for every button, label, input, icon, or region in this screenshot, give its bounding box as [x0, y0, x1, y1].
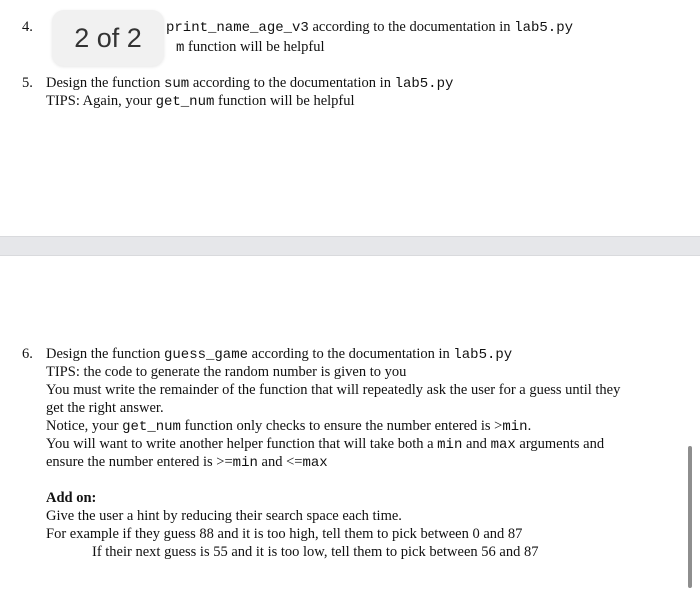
addon-line-3: If their next guess is 55 and it is too low, tell them to pick between 56 and 87 [92, 544, 539, 560]
item-6-line-3: You must write the remainder of the function that will repeatedly ask the user for a guess until they [46, 382, 621, 398]
code-max: max [302, 455, 328, 471]
function-name-code: get_num [122, 419, 181, 435]
item-4-line-2: m function will be helpful [176, 39, 325, 56]
item-6-line-4: get the right answer. [46, 400, 164, 416]
code-fragment: m [176, 40, 185, 56]
addon-line-1: Give the user a hint by reducing their search space each time. [46, 508, 402, 524]
code-min: min [232, 455, 258, 471]
item-6-line-2: TIPS: the code to generate the random number is given to you [46, 364, 407, 380]
filename-code: lab5.py [514, 20, 573, 36]
item-6-number: 6. [22, 346, 33, 362]
function-name-code: print_name_age_v3 [166, 20, 309, 36]
page-separator [0, 236, 700, 256]
code-min: min [502, 419, 528, 435]
item-6-line-7: ensure the number entered is >=min and <=max [46, 454, 328, 471]
item-6-line-1: Design the function guess_game according to the documentation in lab5.py [46, 346, 513, 363]
function-name-code: sum [164, 76, 190, 92]
addon-heading: Add on: [46, 490, 97, 506]
item-6-line-6: You will want to write another helper function that will take both a min and max arguments and [46, 436, 605, 453]
item-4-number: 4. [22, 19, 33, 35]
function-name-code: get_num [155, 94, 215, 110]
code-min: min [437, 437, 463, 453]
filename-code: lab5.py [453, 347, 513, 363]
filename-code: lab5.py [394, 76, 454, 92]
item-5-number: 5. [22, 75, 33, 91]
item-5-line-1: Design the function sum according to the documentation in lab5.py [46, 75, 454, 92]
page-counter-badge: 2 of 2 [52, 10, 164, 66]
item-4-line-1: print_name_age_v3 according to the documentation in lab5.py [166, 19, 573, 36]
item-6-line-5: Notice, your get_num function only checks to ensure the number entered is >min. [46, 418, 532, 435]
vertical-scrollbar-thumb[interactable] [688, 446, 692, 588]
function-name-code: guess_game [164, 347, 249, 363]
item-5-line-2: TIPS: Again, your get_num function will be helpful [46, 93, 355, 110]
addon-line-2: For example if they guess 88 and it is too high, tell them to pick between 0 and 87 [46, 526, 523, 542]
code-max: max [490, 437, 516, 453]
